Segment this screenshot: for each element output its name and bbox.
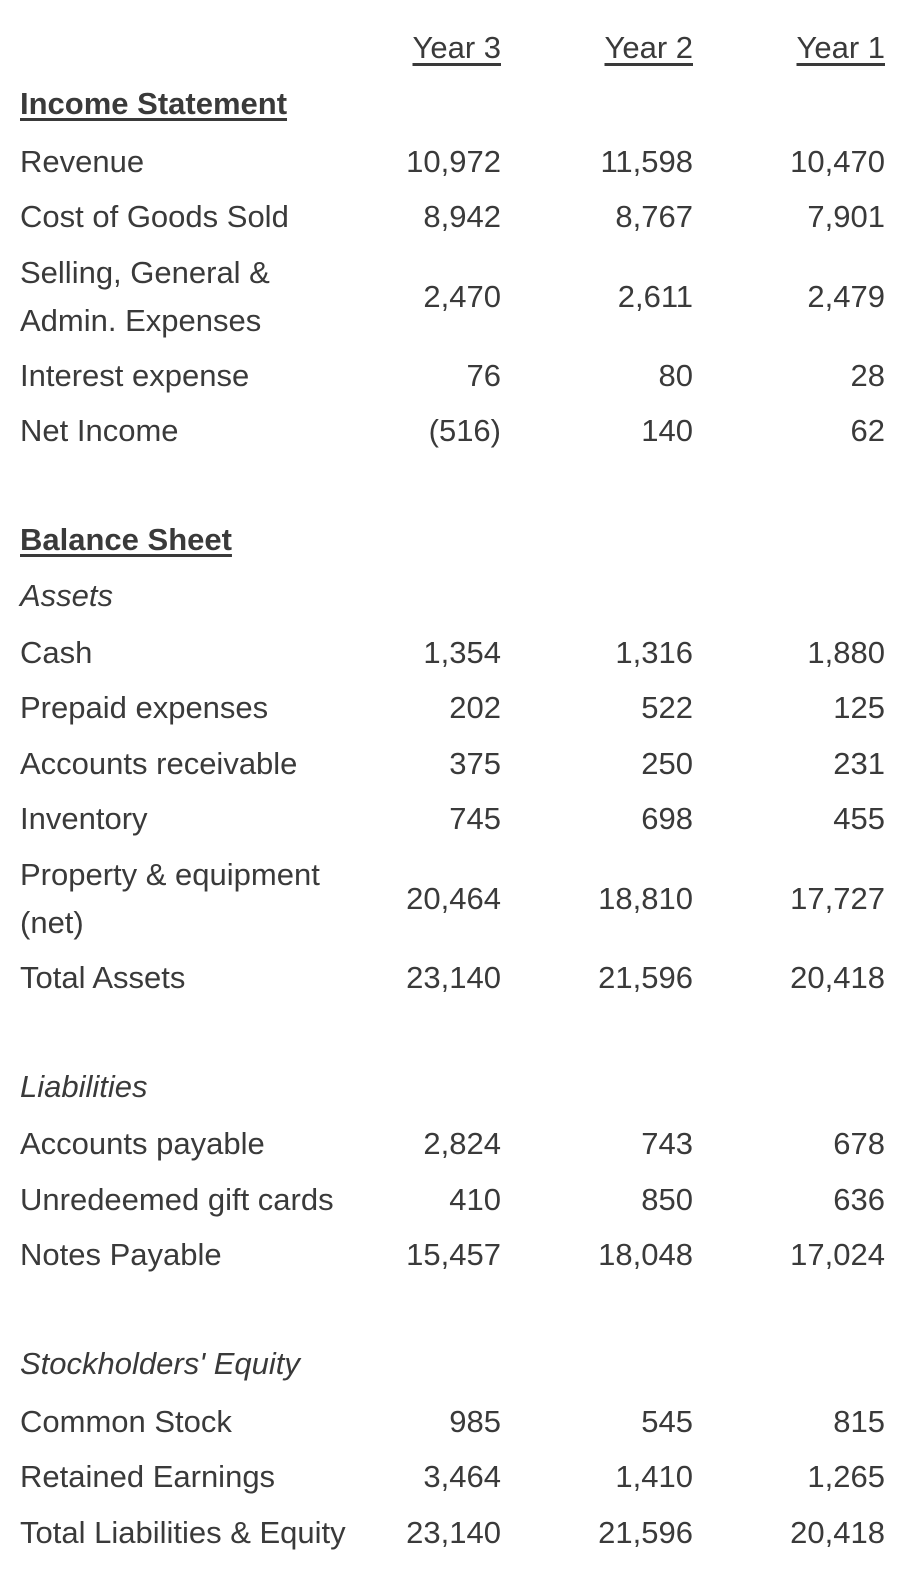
- cell-year-1: 62: [850, 413, 885, 448]
- cell-year-3: (516): [428, 413, 501, 448]
- column-header-year-1: Year 1: [796, 30, 885, 65]
- row-label: Notes Payable: [20, 1237, 222, 1272]
- cell-year-2: 545: [641, 1404, 693, 1439]
- row-label: Property & equipment (net): [20, 857, 320, 940]
- cell-year-2: 8,767: [615, 199, 693, 234]
- cell-year-2: 2,611: [617, 279, 693, 314]
- row-label: Retained Earnings: [20, 1459, 276, 1494]
- column-header-year-2: Year 2: [604, 30, 693, 65]
- cell-year-1: 28: [850, 358, 885, 393]
- row-label: Net Income: [20, 413, 179, 448]
- cell-year-1: 231: [833, 746, 885, 781]
- row-label: Interest expense: [20, 358, 250, 393]
- row-label: Common Stock: [20, 1404, 232, 1439]
- cell-year-1: 17,727: [790, 881, 885, 916]
- balance-sheet-title: Balance Sheet: [20, 522, 232, 557]
- cell-year-2: 80: [658, 358, 693, 393]
- cell-year-1: 20,418: [790, 1515, 885, 1550]
- cell-year-3: 20,464: [406, 881, 501, 916]
- cell-year-3: 410: [449, 1182, 501, 1217]
- cell-year-1: 10,470: [790, 144, 885, 179]
- cell-year-3: 2,470: [423, 279, 501, 314]
- cell-year-3: 23,140: [406, 1515, 501, 1550]
- row-label: Total Assets: [20, 960, 186, 995]
- cell-year-1: 455: [833, 801, 885, 836]
- cell-year-3: 8,942: [423, 199, 501, 234]
- cell-year-3: 985: [449, 1404, 501, 1439]
- column-header-year-3: Year 3: [412, 30, 501, 65]
- row-label: Accounts receivable: [20, 746, 298, 781]
- cell-year-2: 18,810: [598, 881, 693, 916]
- row-label: Unredeemed gift cards: [20, 1182, 334, 1217]
- assets-heading: Assets: [20, 578, 114, 613]
- row-label: Prepaid expenses: [20, 690, 269, 725]
- cell-year-2: 18,048: [598, 1237, 693, 1272]
- cell-year-3: 76: [466, 358, 501, 393]
- cell-year-3: 2,824: [423, 1126, 501, 1161]
- cell-year-1: 7,901: [807, 199, 885, 234]
- cell-year-2: 11,598: [600, 144, 693, 179]
- row-label: Revenue: [20, 144, 145, 179]
- cell-year-3: 745: [449, 801, 501, 836]
- equity-heading: Stockholders' Equity: [20, 1346, 300, 1381]
- row-label: Accounts payable: [20, 1126, 265, 1161]
- row-label: Cash: [20, 635, 93, 670]
- cell-year-3: 3,464: [423, 1459, 501, 1494]
- cell-year-1: 125: [833, 690, 885, 725]
- cell-year-2: 140: [641, 413, 693, 448]
- cell-year-1: 20,418: [790, 960, 885, 995]
- cell-year-3: 23,140: [406, 960, 501, 995]
- row-label: Cost of Goods Sold: [20, 199, 289, 234]
- cell-year-1: 636: [833, 1182, 885, 1217]
- liabilities-heading: Liabilities: [20, 1069, 148, 1104]
- row-label: Total Liabilities & Equity: [20, 1515, 346, 1550]
- cell-year-2: 250: [641, 746, 693, 781]
- cell-year-1: 678: [833, 1126, 885, 1161]
- cell-year-2: 743: [641, 1126, 693, 1161]
- cell-year-2: 698: [641, 801, 693, 836]
- cell-year-1: 2,479: [807, 279, 885, 314]
- cell-year-2: 21,596: [598, 960, 693, 995]
- cell-year-3: 202: [449, 690, 501, 725]
- cell-year-2: 850: [641, 1182, 693, 1217]
- cell-year-3: 375: [449, 746, 501, 781]
- cell-year-2: 1,316: [615, 635, 693, 670]
- cell-year-1: 1,265: [807, 1459, 885, 1494]
- cell-year-3: 15,457: [406, 1237, 501, 1272]
- cell-year-3: 10,972: [406, 144, 501, 179]
- cell-year-2: 522: [641, 690, 693, 725]
- cell-year-2: 1,410: [615, 1459, 693, 1494]
- row-label: Inventory: [20, 801, 148, 836]
- row-label: Selling, General & Admin. Expenses: [20, 255, 270, 338]
- cell-year-1: 17,024: [790, 1237, 885, 1272]
- cell-year-1: 815: [833, 1404, 885, 1439]
- cell-year-1: 1,880: [807, 635, 885, 670]
- income-statement-title: Income Statement: [20, 86, 288, 121]
- cell-year-2: 21,596: [598, 1515, 693, 1550]
- cell-year-3: 1,354: [423, 635, 501, 670]
